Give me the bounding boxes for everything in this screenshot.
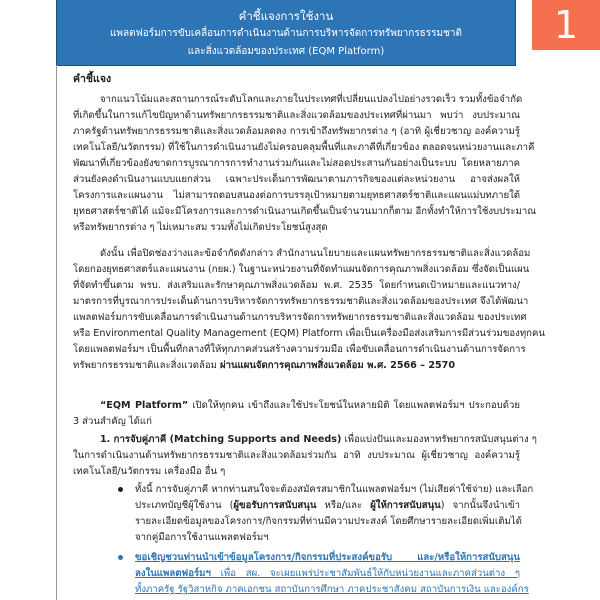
text-line: ยุทธศาสตร์ชาติได้ แม้จะมีโครงการและการดำเนินงานเกิดขึ้นเป็นจำนวนมากก็ตาม อีกทั้งทำให้การใช้งบประมาณ — [73, 206, 537, 217]
text-line[interactable]: ทั้งภาครัฐ รัฐวิสาหกิจ ภาคเอกชน สถาบันการศึกษา ภาคประชาสังคม สถาบันการเงิน และองค์กร — [135, 584, 529, 595]
text-bold[interactable]: ลงในแพลตฟอร์มฯ — [135, 568, 211, 579]
text-line: พัฒนาที่เกี่ยวข้องยังขาดการบูรณาการการทำงานร่วมกันและไม่สอดประสานกันอย่างเป็นระบบ โดยหลายภาค — [73, 158, 520, 169]
bullet-1 — [135, 482, 534, 546]
text-bold: ผู้ขอรับการสนับสนุน — [233, 500, 317, 511]
text-line — [73, 398, 520, 414]
item-1-title: 1. การจับคู่ภาคี (Matching Supports and Needs) — [100, 434, 342, 445]
text-plain: เปิดให้ทุกคน เข้าถึงและใช้ประโยชน์ในหลายมิติ โดยแพลตฟอร์มฯ ประกอบด้วย — [188, 400, 520, 411]
text-plain: ทรัพยากรธรรมชาติและสิ่งแวดล้อม — [73, 360, 220, 371]
bullet-icon — [118, 555, 123, 560]
header-title: คำชี้แจงการใช้งาน — [238, 9, 334, 23]
text-line: เทคโนโลยี/นวัตกรรม) ที่ใช้ในการดำเนินงานยังไม่ครอบคลุมพื้นที่และภาคีที่เกี่ยวข้อง ตลอดจนหน่วยงานและภาคี — [73, 142, 535, 153]
text-bold: ผ่านแผนจัดการคุณภาพสิ่งแวดล้อม พ.ศ. 2566 – 2570 — [219, 360, 456, 371]
text-line[interactable] — [135, 550, 520, 566]
paragraph-2 — [73, 246, 545, 374]
text-line[interactable] — [135, 566, 520, 582]
text-line: ทั้งนี้ การจับคู่ภาคี หากท่านสนใจจะต้องสมัครสมาชิกในแพลตฟอร์มฯ (ไม่เสียค่าใช้จ่าย) และเลือก — [135, 484, 534, 495]
text-line: รายละเอียดข้อมูลของโครงการ/กิจกรรมที่ท่านมีความประสงค์ โดยศึกษารายละเอียดเพิ่มเติมได้ — [135, 516, 522, 527]
text-plain: หรือ/และ — [316, 500, 371, 511]
text-plain: ประเภทบัญชีผู้ใช้งาน ( — [135, 500, 234, 511]
text-line: จากคู่มือการใช้งานแพลตฟอร์มฯ — [135, 532, 269, 543]
document-header — [56, 0, 516, 66]
text-line: โดยแพลตฟอร์มฯ เป็นพื้นที่กลางที่ให้ทุกภาคส่วนสร้างความร่วมมือ เพื่อขับเคลื่อนการดำเนินงานด้านการจัดการ — [73, 344, 526, 355]
bullet-icon — [118, 487, 123, 492]
page-edge-divider — [56, 65, 57, 600]
header-subtitle-line2: และสิ่งแวดล้อมของประเทศ (EQM Platform) — [187, 46, 385, 57]
text-line — [73, 358, 520, 374]
text-line: ในการดำเนินงานด้านทรัพยากรธรรมชาติและสิ่งแวดล้อมร่วมกัน อาทิ งบประมาณ ผู้เชี่ยวชาญ องค์ความรู้ — [73, 450, 520, 461]
text-plain[interactable]: เพื่อ สผ. จะเผยแพร่ประชาสัมพันธ์ให้กับหน่วยงานและภาคส่วนต่าง ๆ — [210, 568, 520, 579]
paragraph-1 — [73, 92, 537, 236]
page-number-badge: 1 — [532, 0, 600, 50]
text-bold[interactable]: ขอเชิญชวนท่านนำเข้าข้อมูลโครงการ/กิจกรรมที่ประสงค์ขอรับ และ/หรือให้การสนับสนุน — [135, 552, 520, 563]
text-line: 3 ส่วนสำคัญ ได้แก่ — [73, 416, 152, 427]
text-line: ดังนั้น เพื่อปิดช่องว่างและข้อจำกัดดังกล่าว สำนักงานนโยบายและแผนทรัพยากรธรรมชาติและสิ่งแวดล้อม — [100, 248, 531, 259]
text-plain: ) จากนั้นจึงนำเข้า — [440, 500, 520, 511]
text-line: มาตรการที่บูรณาการประเด็นด้านการบริหารจัดการทรัพยากรธรรมชาติและสิ่งแวดล้อมของประเทศ จึงได้พัฒนา — [73, 296, 529, 307]
text-plain: เพื่อแบ่งปันและมองหาทรัพยากรสนับสนุนต่าง ๆ — [341, 434, 537, 445]
paragraph-3 — [73, 398, 520, 430]
text-line: ส่วนยังคงดำเนินงานแบบแยกส่วน เฉพาะประเด็นการพัฒนาตามภารกิจของแต่ละหน่วยงาน อาจส่งผลให้ — [73, 174, 520, 185]
text-bold: ผู้ให้การสนับสนุน — [370, 500, 441, 511]
text-line — [135, 498, 520, 514]
text-line: โครงการและแผนงาน ไม่สามารถตอบสนองต่อการบรรลุเป้าหมายตามยุทธศาสตร์ชาติและแผนแม่บทภายใต้ — [73, 190, 520, 201]
section-title: คำชี้แจง — [73, 73, 112, 85]
text-line: โดยกองยุทธศาสตร์และแผนงาน (กยผ.) ในฐานะหน่วยงานที่จัดทำแผนจัดการคุณภาพสิ่งแวดล้อม ซึ่งจัดเป็นแผน — [73, 264, 530, 275]
bullet-2-link[interactable] — [135, 550, 529, 598]
text-line: ที่จัดทำขึ้นตาม พรบ. ส่งเสริมและรักษาคุณภาพสิ่งแวดล้อม พ.ศ. 2535 โดยกำหนดเป้าหมายและแนวทาง/ — [73, 280, 520, 291]
text-line: หรือ Environmental Quality Management (EQM) Platform เพื่อเป็นเครื่องมือส่งเสริมการมีส่วนร่วมของทุกคน — [73, 328, 545, 339]
item-1-matching — [73, 432, 537, 480]
text-line: หรือทรัพยากรต่าง ๆ ไม่เหมาะสม รวมทั้งไม่เกิดประโยชน์สูงสุด — [73, 222, 328, 233]
text-line: เทคโนโลยี/นวัตกรรม เครื่องมือ อื่น ๆ — [73, 466, 226, 477]
text-line: แพลตฟอร์มการขับเคลื่อนการดำเนินงานด้านการบริหารจัดการทรัพยากรธรรมชาติและสิ่งแวดล้อม ของประเทศ — [73, 312, 527, 323]
text-line: ที่เกิดขึ้นในการแก้ไขปัญหาด้านทรัพยากรธรรมชาติและสิ่งแวดล้อมของประเทศที่ผ่านมา พบว่า งบประมาณ — [73, 110, 520, 121]
text-line: ภาครัฐด้านทรัพยากรธรรมชาติและสิ่งแวดล้อมลดลง การเข้าถึงทรัพยากรต่าง ๆ (อาทิ ผู้เชี่ยวชาญ องค์ความรู้ — [73, 126, 520, 137]
eqm-platform-lead: “EQM Platform” — [100, 400, 189, 411]
text-line: จากแนวโน้มและสถานการณ์ระดับโลกและภายในประเทศที่เปลี่ยนแปลงไปอย่างรวดเร็ว รวมทั้งข้อจำกัด — [100, 94, 523, 105]
header-subtitle-line1: แพลตฟอร์มการขับเคลื่อนการดำเนินงานด้านการบริหารจัดการทรัพยากรธรรมชาติ — [109, 28, 463, 39]
text-line — [73, 432, 537, 448]
